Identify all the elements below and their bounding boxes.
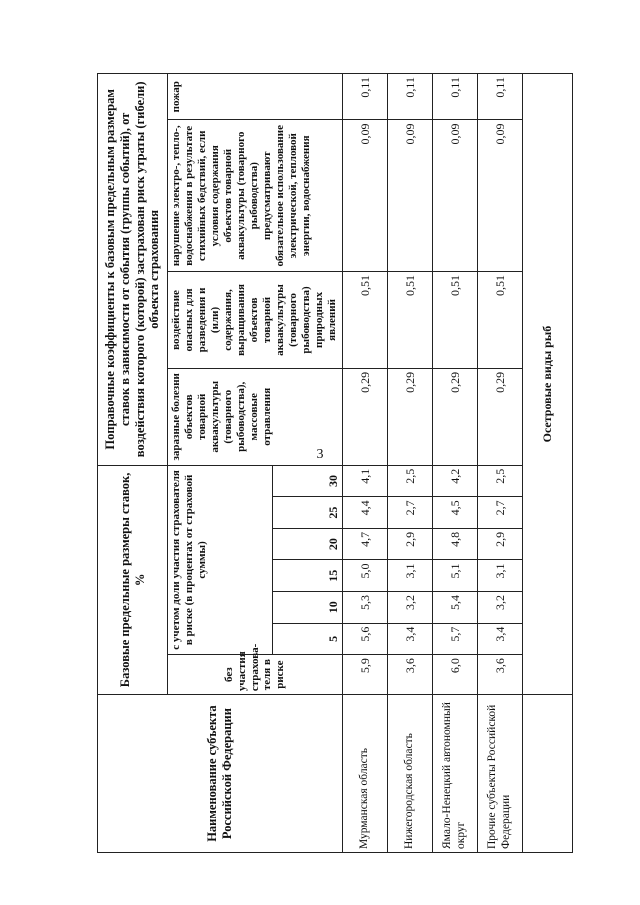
- coef-diseases-cell: 0,29: [343, 368, 388, 465]
- participation-20: 20: [273, 528, 343, 560]
- rate-30-cell: 4,1: [343, 465, 388, 497]
- coef-fire-cell: 0,11: [433, 74, 478, 120]
- rate-25-cell: 4,4: [343, 497, 388, 529]
- rate-5-cell: 3,4: [388, 623, 433, 655]
- coef-diseases-cell: 0,29: [388, 368, 433, 465]
- rate-10-cell: 3,2: [478, 592, 523, 624]
- base-rate-cell: 3,6: [478, 655, 523, 695]
- rate-25-cell: 2,7: [388, 497, 433, 529]
- section-row: [523, 74, 573, 853]
- rate-30-cell: 2,5: [388, 465, 433, 497]
- participation-5: 5: [273, 623, 343, 655]
- region-cell: Ямало-Ненецкий автономный округ: [433, 695, 478, 853]
- base-rate-cell: 3,6: [388, 655, 433, 695]
- participation-10: 10: [273, 592, 343, 624]
- table-row: [343, 74, 388, 853]
- base-rate-cell: 6,0: [433, 655, 478, 695]
- rotated-table-page: [97, 73, 572, 853]
- header-row-1: [98, 74, 168, 853]
- section-blank-cell: [523, 695, 573, 853]
- coef-utilities-cell: 0,09: [433, 120, 478, 272]
- rate-30-cell: 2,5: [478, 465, 523, 497]
- participation-30: 30: [273, 465, 343, 497]
- rate-20-cell: 4,8: [433, 528, 478, 560]
- rate-20-cell: 4,7: [343, 528, 388, 560]
- coef-fire-cell: 0,11: [388, 74, 433, 120]
- coef-diseases-cell: 0,29: [433, 368, 478, 465]
- rate-25-cell: 4,5: [433, 497, 478, 529]
- region-cell: Мурманская область: [343, 695, 388, 853]
- coef-diseases-cell: 0,29: [478, 368, 523, 465]
- header-coefficients: Поправочные коэффициенты к базовым предельным размерам ставок в зависимости от события (группы событий), от воздействия которого (которой) застрахован риск утраты (гибели) объекта страхования: [98, 74, 168, 466]
- coef-natural-cell: 0,51: [388, 272, 433, 369]
- rate-10-cell: 5,3: [343, 592, 388, 624]
- table-row: [478, 74, 523, 853]
- coef-utilities-cell: 0,09: [343, 120, 388, 272]
- rate-15-cell: 5,1: [433, 560, 478, 592]
- rate-20-cell: 2,9: [478, 528, 523, 560]
- header-region-name: Наименование субъекта Российской Федерации: [98, 695, 343, 853]
- page-number: 3: [316, 447, 324, 462]
- header-with-participation: с учетом доли участия страхователя в риске (в процентах от страховой суммы): [168, 465, 273, 654]
- rate-10-cell: 5,4: [433, 592, 478, 624]
- rate-15-cell: 3,1: [388, 560, 433, 592]
- rate-30-cell: 4,2: [433, 465, 478, 497]
- coef-fire-cell: 0,11: [478, 74, 523, 120]
- table-row: [388, 74, 433, 853]
- participation-25: 25: [273, 497, 343, 529]
- rate-5-cell: 5,7: [433, 623, 478, 655]
- rate-5-cell: 5,6: [343, 623, 388, 655]
- coef-utilities-cell: 0,09: [388, 120, 433, 272]
- coef-natural-cell: 0,51: [478, 272, 523, 369]
- header-base-rates: Базовые предельные размеры ставок, %: [98, 465, 168, 694]
- header-event-utilities: нарушение электро-, тепло-, водоснабжения в результате стихийных бедствий, если условия содержания объектов товарной аквакультуры (товарного рыбоводства) предусматривают обязательное использование электрической, тепловой энергии, водоснабжения: [168, 120, 343, 272]
- rate-10-cell: 3,2: [388, 592, 433, 624]
- coef-natural-cell: 0,51: [343, 272, 388, 369]
- base-rate-cell: 5,9: [343, 655, 388, 695]
- coef-fire-cell: 0,11: [343, 74, 388, 120]
- participation-15: 15: [273, 560, 343, 592]
- region-cell: Прочие субъекты Российской Федерации: [478, 695, 523, 853]
- insurance-rates-table: [97, 73, 573, 853]
- rate-15-cell: 5,0: [343, 560, 388, 592]
- rate-5-cell: 3,4: [478, 623, 523, 655]
- header-event-diseases: заразные болезни объектов товарной аквакультуры (товарного рыбоводства), массовые отравления: [168, 368, 343, 465]
- coef-natural-cell: 0,51: [433, 272, 478, 369]
- header-event-fire: пожар: [168, 74, 343, 120]
- rate-25-cell: 2,7: [478, 497, 523, 529]
- region-cell: Нижегородская область: [388, 695, 433, 853]
- header-event-natural: воздействие опасных для разведения и (или) содержания, выращивания объектов товарной аквакультуры (товарного рыбоводства) природных явлений: [168, 272, 343, 369]
- rate-20-cell: 2,9: [388, 528, 433, 560]
- coef-utilities-cell: 0,09: [478, 120, 523, 272]
- header-without-participation: без участия страхова-теля в риске: [168, 655, 343, 695]
- section-title-sturgeon: Осетровые виды рыб: [523, 74, 573, 695]
- rate-15-cell: 3,1: [478, 560, 523, 592]
- table-row: [433, 74, 478, 853]
